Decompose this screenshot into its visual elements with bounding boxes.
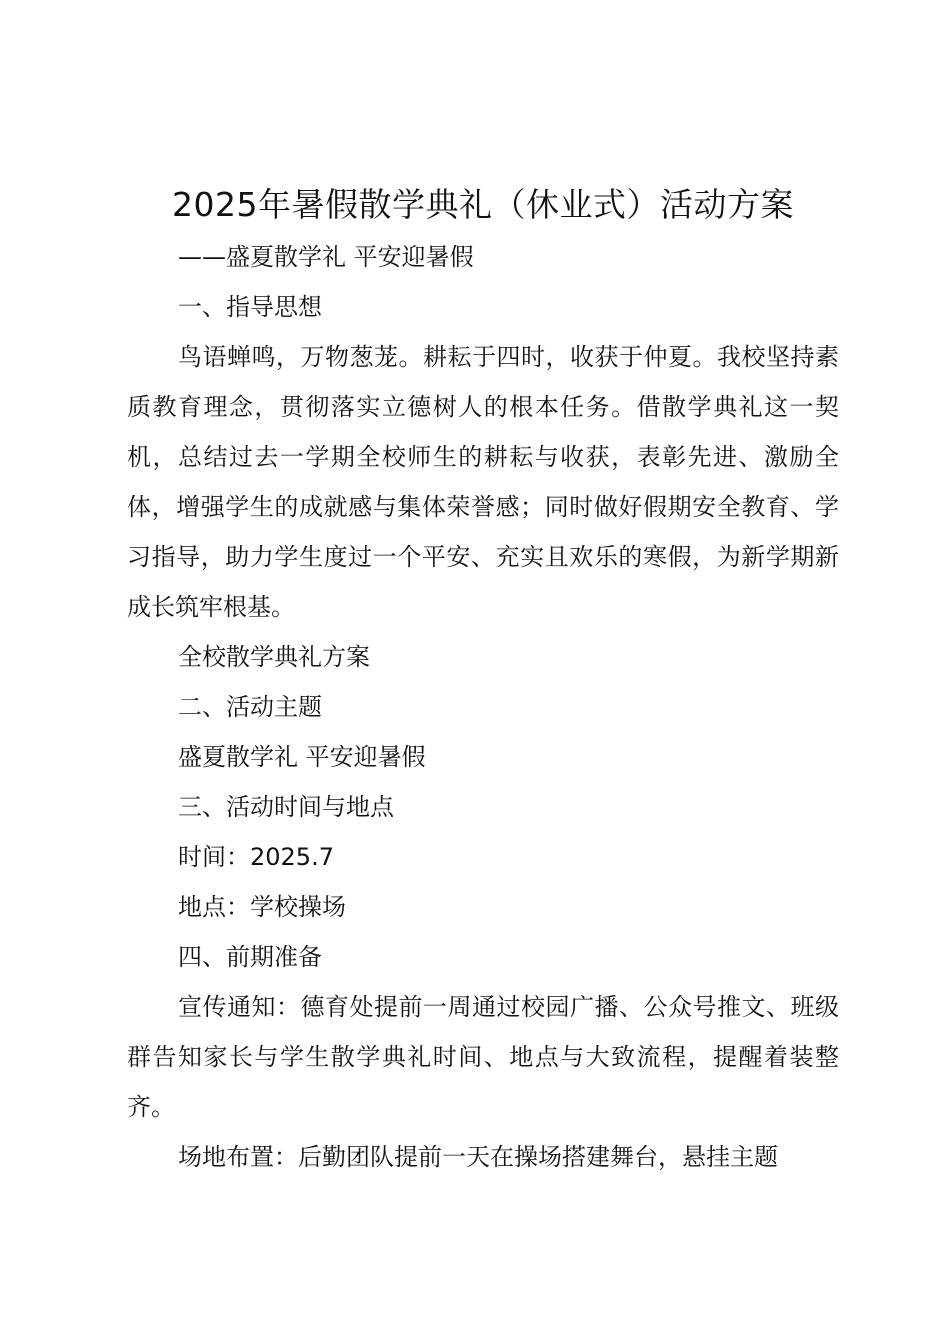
section-heading-theme: 二、活动主题 — [178, 693, 322, 721]
place-line: 地点：学校操场 — [178, 893, 346, 921]
document-title: 2025年暑假散学典礼（休业式）活动方案 — [172, 185, 794, 224]
paragraph-publicity: 宣传通知：德育处提前一周通过校园广播、公众号推文、班级群告知家长与学生散学典礼时间、地点与大致流程，提醒着装整齐。 — [127, 993, 839, 1121]
document-subtitle: ——盛夏散学礼 平安迎暑假 — [178, 243, 474, 271]
time-line: 时间：2025.7 — [178, 843, 334, 871]
plan-label: 全校散学典礼方案 — [178, 643, 370, 671]
paragraph-theme: 盛夏散学礼 平安迎暑假 — [178, 743, 426, 771]
paragraph-guiding-ideology: 鸟语蝉鸣，万物葱茏。耕耘于四时，收获于仲夏。我校坚持素质教育理念，贯彻落实立德树人的根本任务。借散学典礼这一契机，总结过去一学期全校师生的耕耘与收获，表彰先进、激励全体，增强学生的成就感与集体荣誉感；同时做好假期安全教育、学习指导，助力学生度过一个平安、充实且欢乐的寒假，为新学期新成长筑牢根基。 — [127, 343, 839, 621]
paragraph-venue: 场地布置：后勤团队提前一天在操场搭建舞台，悬挂主题 — [178, 1143, 778, 1171]
document-page — [127, 182, 839, 1182]
section-heading-preparation: 四、前期准备 — [178, 943, 322, 971]
section-heading-guiding-ideology: 一、指导思想 — [178, 293, 322, 321]
section-heading-time-place: 三、活动时间与地点 — [178, 793, 394, 821]
